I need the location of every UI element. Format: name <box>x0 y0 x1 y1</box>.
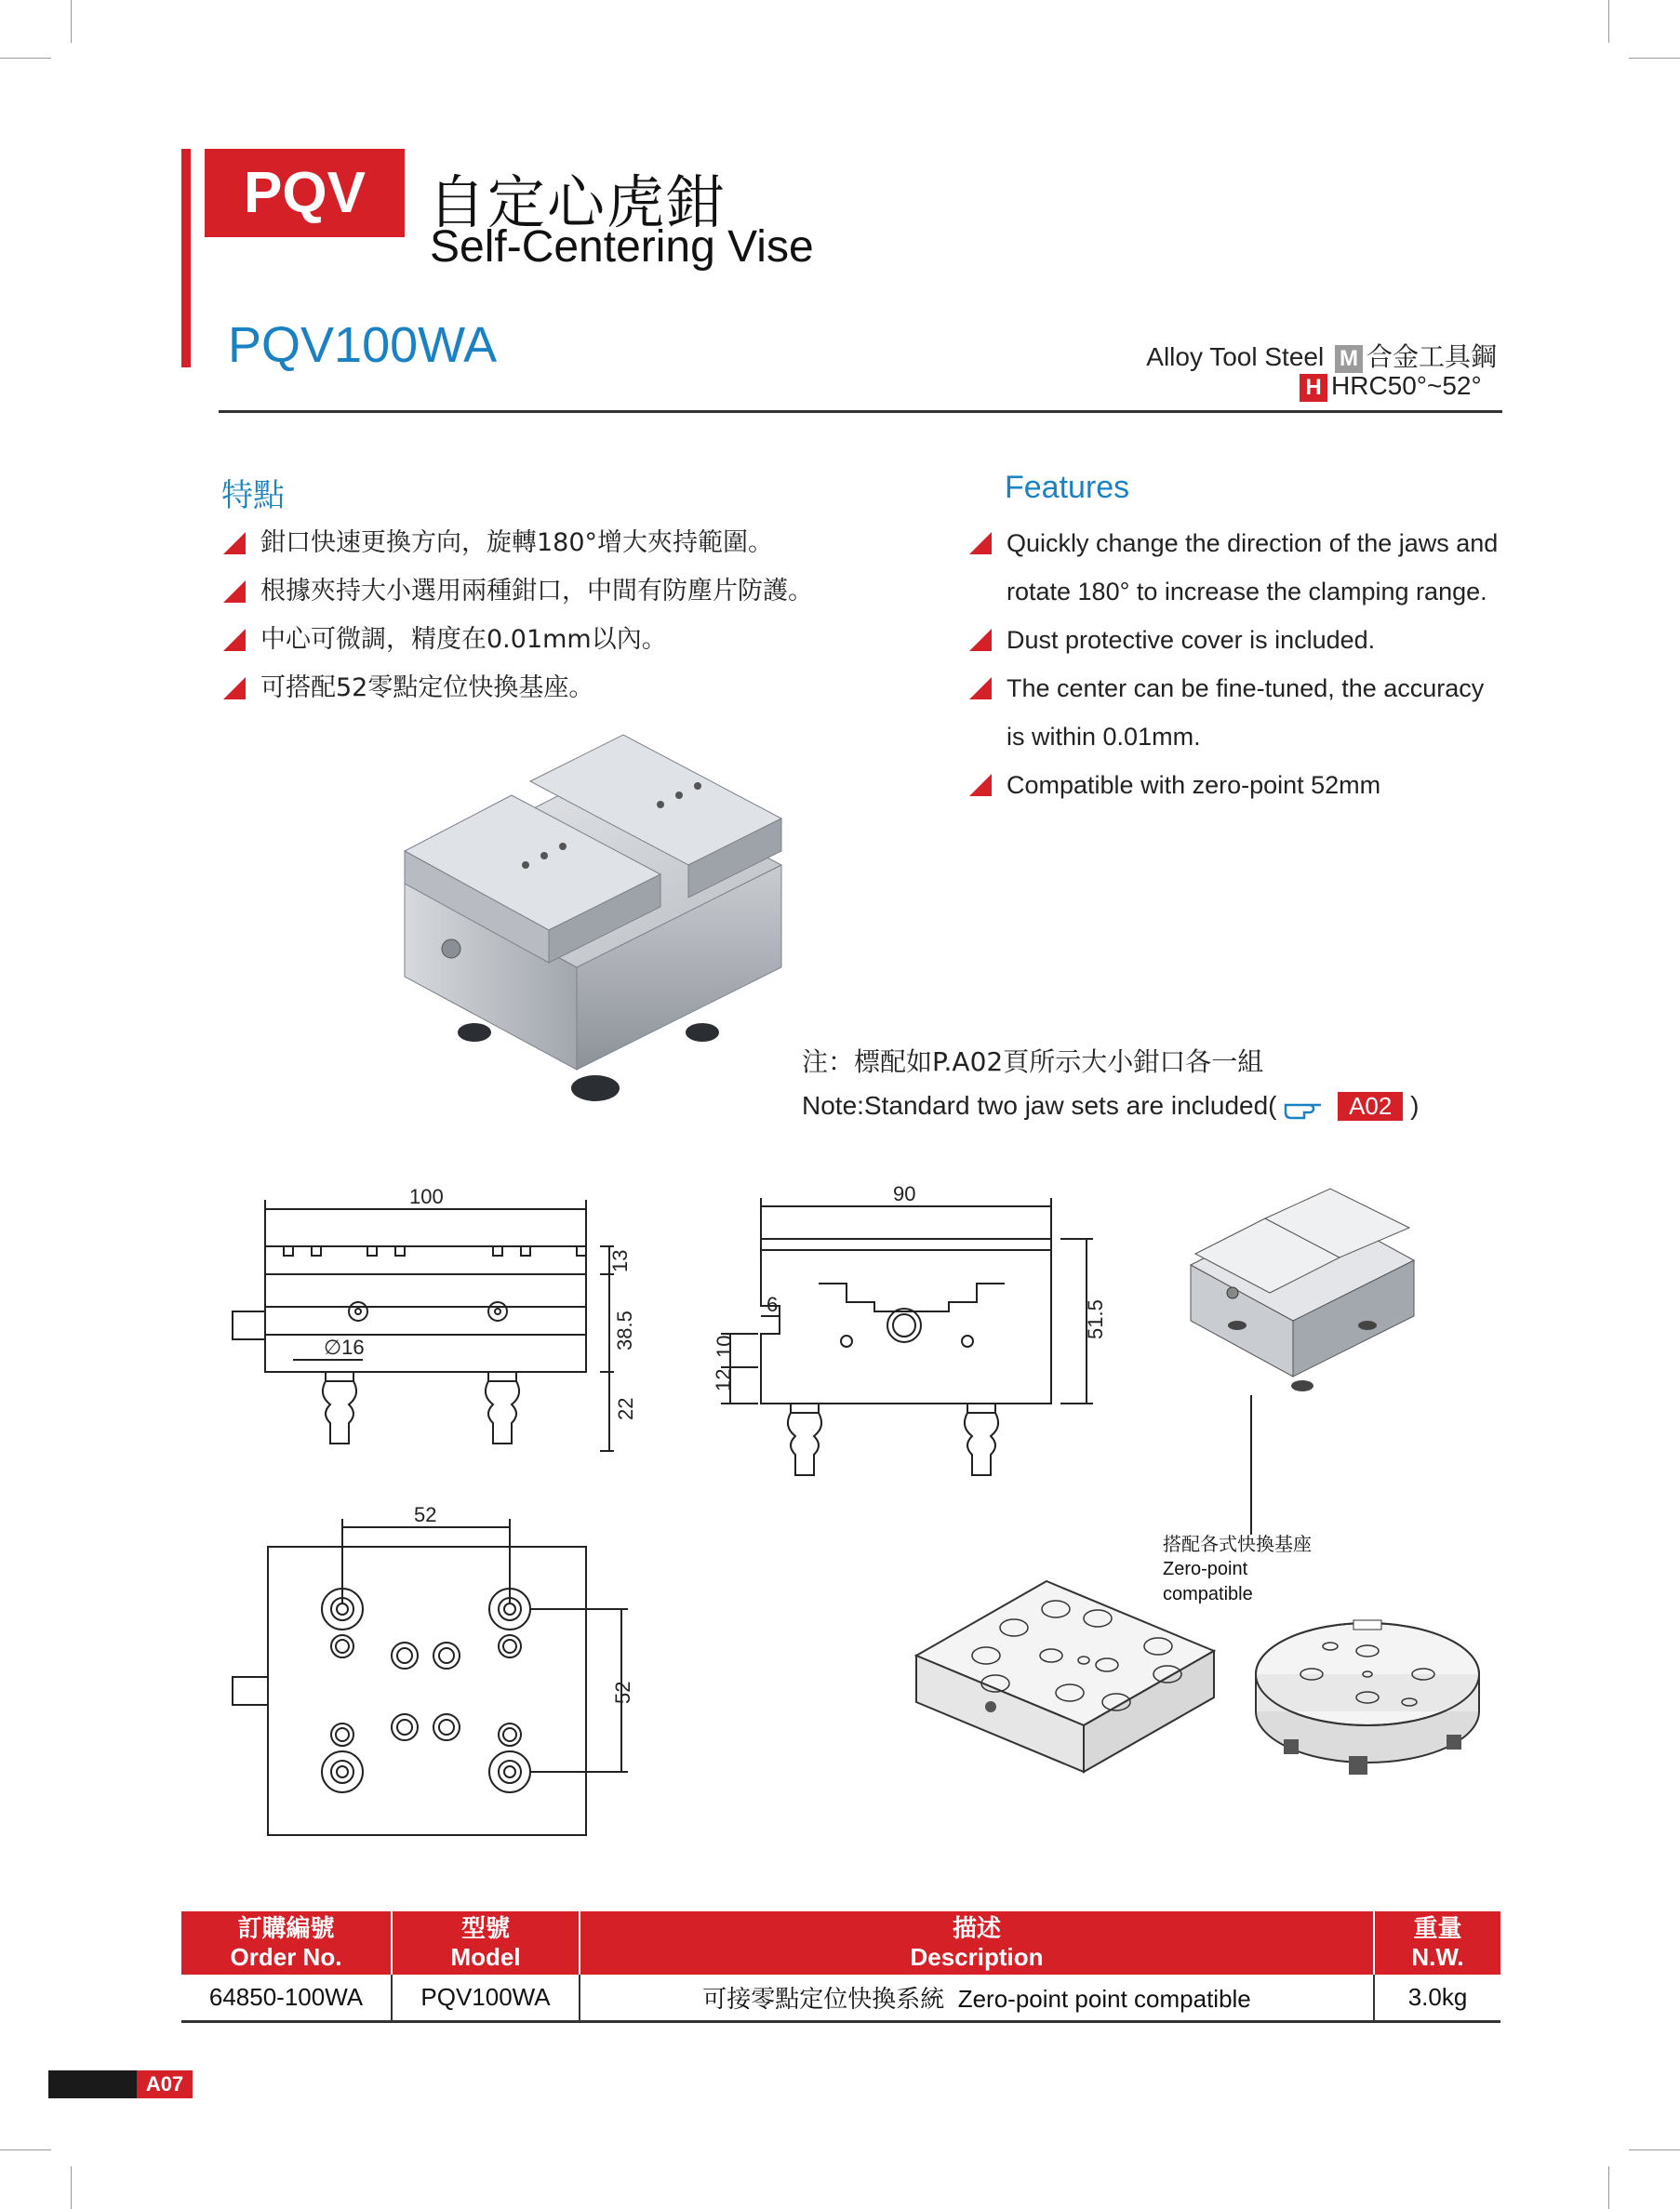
crop-mark <box>71 2166 72 2209</box>
page-ref-link[interactable]: A02 <box>1338 1092 1403 1121</box>
hardness-badge: H <box>1300 374 1327 402</box>
pointing-hand-icon <box>1284 1096 1325 1120</box>
table-header-row <box>181 1911 1500 1975</box>
svg-text:13: 13 <box>608 1249 632 1272</box>
svg-text:22: 22 <box>614 1397 637 1420</box>
page-number-bar <box>48 2070 137 2098</box>
side-view-drawing <box>698 1181 1126 1497</box>
svg-text:10: 10 <box>713 1335 736 1358</box>
features-en-list <box>969 519 1509 809</box>
material-label: Alloy Tool Steel <box>1146 342 1325 371</box>
bullet-triangle-icon <box>969 629 992 651</box>
accent-vertical-bar <box>181 149 191 367</box>
crop-mark <box>0 2149 51 2150</box>
hardness-value: HRC50°~52° <box>1331 371 1482 400</box>
list-item: Dust protective cover is included. <box>969 616 1509 664</box>
spec-table <box>181 1911 1500 2023</box>
table-row <box>181 1975 1500 2022</box>
crop-mark <box>1608 0 1609 43</box>
cell-model: PQV100WA <box>392 1975 580 2022</box>
cell-order-no: 64850-100WA <box>181 1975 392 2022</box>
crop-mark <box>1629 58 1680 59</box>
list-item: Quickly change the direction of the jaws and rotate 180° to increase the clamping range. <box>969 519 1509 616</box>
material-cn: 合金工具鋼 <box>1366 341 1497 372</box>
svg-text:52: 52 <box>414 1503 437 1526</box>
vise-iso-small <box>1181 1200 1423 1404</box>
list-item: 可搭配52零點定位快換基座。 <box>223 664 874 712</box>
list-item: Compatible with zero-point 52mm <box>969 761 1509 809</box>
bullet-triangle-icon <box>223 532 246 554</box>
header-model: 型號 Model <box>392 1911 580 1975</box>
leader-line <box>1247 1395 1256 1535</box>
page-title-cn: 自定心虎鉗 <box>428 168 727 236</box>
cell-description: 可接零點定位快換系統 Zero-point point compatible <box>580 1975 1374 2022</box>
crop-mark <box>1608 2166 1609 2209</box>
zero-point-base-square <box>907 1572 1223 1786</box>
bullet-triangle-icon <box>969 774 992 796</box>
list-item: 鉗口快速更換方向，旋轉180°增大夾持範圍。 <box>223 519 874 567</box>
page-number: A07 <box>137 2070 193 2098</box>
zero-point-base-round <box>1247 1590 1488 1786</box>
series-badge: PQV <box>205 149 405 237</box>
list-item: 根據夾持大小選用兩種鉗口，中間有防塵片防護。 <box>223 567 874 616</box>
svg-text:6: 6 <box>767 1293 779 1316</box>
features-en-heading: Features <box>1005 470 1130 505</box>
front-view-drawing <box>223 1181 651 1497</box>
svg-text:52: 52 <box>611 1681 634 1704</box>
svg-text:12: 12 <box>712 1368 735 1391</box>
cell-weight: 3.0kg <box>1374 1975 1500 2022</box>
header-divider <box>219 410 1502 413</box>
svg-text:38.5: 38.5 <box>613 1311 636 1351</box>
product-rendering <box>391 753 809 1116</box>
features-cn-heading: 特點 <box>221 477 285 514</box>
bullet-triangle-icon <box>223 629 246 651</box>
header-description: 描述 Description <box>580 1911 1374 1975</box>
svg-text:90: 90 <box>893 1182 916 1205</box>
crop-mark <box>71 0 72 43</box>
note-en: Note:Standard two jaw sets are included( A02 ) <box>802 1091 1420 1120</box>
note-cn: 注：標配如P.A02頁所示大小鉗口各一組 <box>802 1046 1264 1077</box>
bullet-triangle-icon <box>223 580 246 603</box>
svg-text:100: 100 <box>409 1185 444 1208</box>
compat-note: 搭配各式快換基座 Zero-point compatible <box>1163 1533 1312 1604</box>
bullet-triangle-icon <box>969 677 992 699</box>
svg-text:51.5: 51.5 <box>1084 1299 1107 1339</box>
crop-mark <box>1629 2149 1680 2150</box>
material-badge: M <box>1335 345 1363 373</box>
header-order-no: 訂購編號 Order No. <box>181 1911 392 1975</box>
model-heading: PQV100WA <box>228 317 498 373</box>
bullet-triangle-icon <box>969 532 992 554</box>
bullet-triangle-icon <box>223 677 246 699</box>
list-item: 中心可微調，精度在0.01mm以內。 <box>223 616 874 664</box>
page-title-en: Self-Centering Vise <box>430 222 814 272</box>
features-cn-list <box>223 519 874 712</box>
header-weight: 重量 N.W. <box>1374 1911 1500 1975</box>
hardness-line <box>1296 371 1482 402</box>
crop-mark <box>0 58 51 59</box>
list-item: The center can be fine-tuned, the accuracy is within 0.01mm. <box>969 664 1509 761</box>
material-line <box>1146 337 1497 374</box>
bottom-view-drawing <box>223 1502 651 1846</box>
svg-text:∅16: ∅16 <box>324 1336 365 1359</box>
